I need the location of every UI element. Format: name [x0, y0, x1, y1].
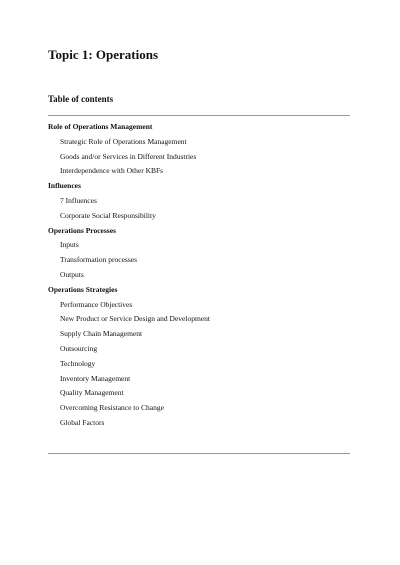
toc-entry[interactable]: Overcoming Resistance to Change [60, 403, 164, 413]
toc-section-title[interactable]: Influences [48, 181, 81, 191]
toc-entry[interactable]: Inputs [60, 240, 79, 250]
toc-entry[interactable]: Global Factors [60, 417, 105, 427]
toc-entry[interactable]: Quality Management [60, 388, 124, 398]
toc-entry[interactable]: Interdependence with Other KBFs [60, 166, 164, 176]
toc-bottom-divider [48, 453, 350, 454]
toc-top-divider [48, 115, 350, 116]
toc-entry[interactable]: Outputs [60, 269, 84, 279]
toc-entry[interactable]: Performance Objectives [60, 299, 133, 309]
toc-section-role-of-operations-management [48, 122, 350, 177]
toc-section-influences [48, 181, 350, 221]
table-of-contents [48, 122, 350, 433]
toc-entry[interactable]: Technology [60, 358, 96, 368]
toc-entry[interactable]: Strategic Role of Operations Management [60, 136, 187, 146]
toc-section-title[interactable]: Operations Processes [48, 225, 116, 235]
toc-entry[interactable]: 7 Influences [60, 195, 97, 205]
toc-heading: Table of contents [48, 94, 114, 104]
toc-entry[interactable]: Corporate Social Responsibility [60, 210, 156, 220]
toc-section-title[interactable]: Role of Operations Management [48, 122, 153, 131]
toc-entry[interactable]: Inventory Management [60, 373, 131, 383]
toc-entry[interactable]: Goods and/or Services in Different Industries [60, 151, 197, 161]
toc-section-operations-strategies [48, 285, 350, 429]
toc-entry[interactable]: Outsourcing [60, 343, 98, 353]
toc-entry[interactable]: Supply Chain Management [60, 329, 143, 339]
toc-entry[interactable]: New Product or Service Design and Development [60, 314, 210, 324]
toc-section-operations-processes [48, 226, 350, 281]
document-title: Topic 1: Operations [48, 47, 159, 62]
toc-section-title[interactable]: Operations Strategies [48, 284, 118, 294]
toc-entry[interactable]: Transformation processes [60, 255, 138, 265]
